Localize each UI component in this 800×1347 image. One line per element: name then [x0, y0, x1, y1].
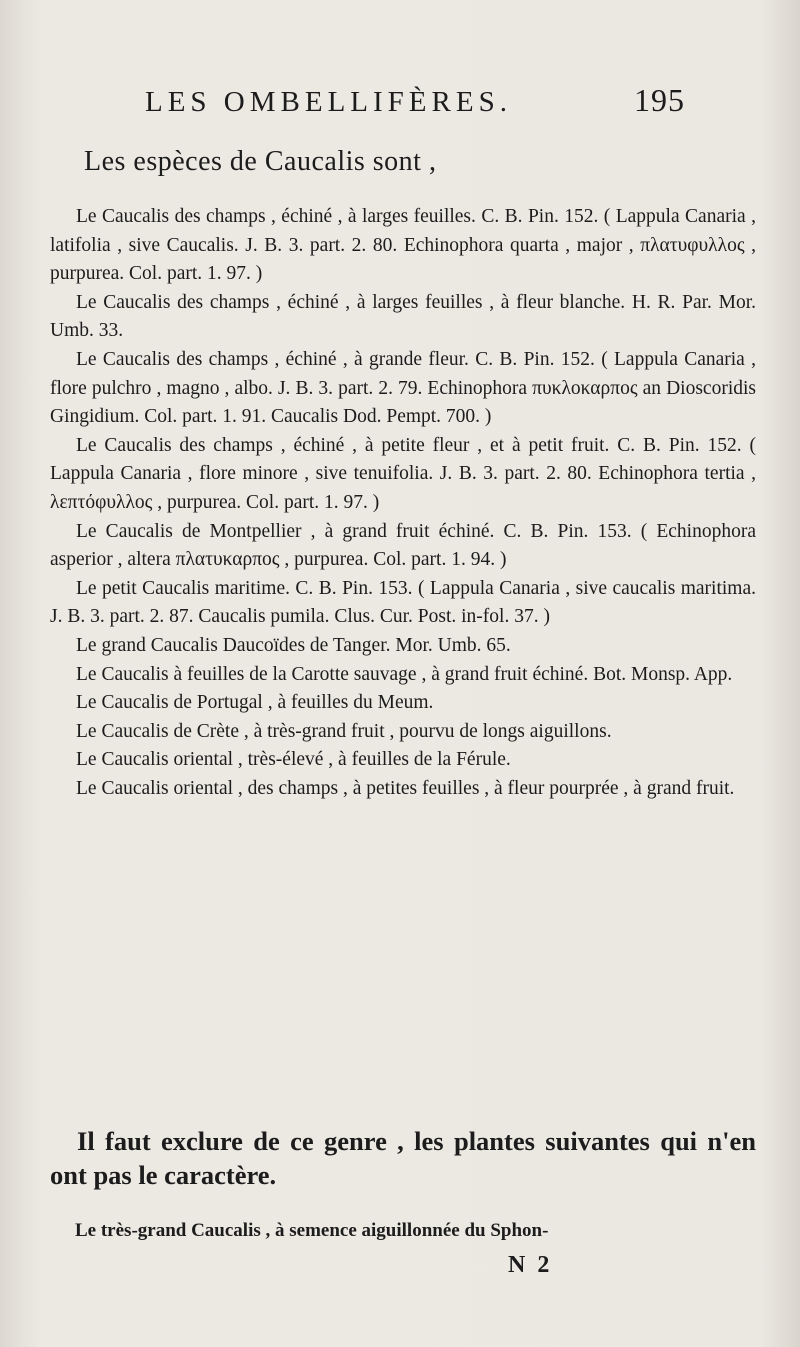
species-entry: Le Caucalis de Crète , à très-grand fruit , pourvu de longs aiguillons.	[76, 720, 612, 742]
species-entry: Le Caucalis oriental , des champs , à petites feuilles , à fleur pourprée , à grand fruit.	[76, 777, 735, 799]
species-entry: Le Caucalis de Portugal , à feuilles du Meum.	[76, 692, 434, 714]
section-heading: Les espèces de Caucalis sont ,	[84, 146, 437, 177]
species-entry: Le Caucalis des champs , échiné , à petite fleur , et à petit fruit. C. B. Pin. 152. ( Lappula Canaria , flore minore , sive tenuifolia. J. B. 3. part. 2. 80. Echinophora tertia , λεπτόφυλλος , purpurea. Col. part. 1. 97. )	[50, 434, 756, 513]
page-header	[145, 82, 685, 119]
species-entry: Le Caucalis de Montpellier , à grand fruit échiné. C. B. Pin. 153. ( Echinophora asperior , altera πλατυκαρπος , purpurea. Col. part. 1. 94. )	[50, 520, 756, 571]
species-entry: Le Caucalis oriental , très-élevé , à feuilles de la Férule.	[76, 749, 511, 771]
species-entry: Le Caucalis des champs , échiné , à larges feuilles. C. B. Pin. 152. ( Lappula Canaria , latifolia , sive Caucalis. J. B. 3. part. 2. 80. Echinophora quarta , major , πλατυφυλλος , purpurea. Col. part. 1. 97. )	[50, 206, 756, 285]
species-list	[50, 203, 756, 803]
exclusion-heading: Il faut exclure de ce genre , les plantes suivantes qui n'en ont pas le caractère.	[50, 1126, 756, 1190]
species-entry: Le grand Caucalis Daucoïdes de Tanger. Mor. Umb. 65.	[76, 634, 511, 656]
species-entry: Le Caucalis à feuilles de la Carotte sauvage , à grand fruit échiné. Bot. Monsp. App.	[76, 663, 733, 685]
signature-mark: N 2	[508, 1252, 553, 1278]
species-entry: Le petit Caucalis maritime. C. B. Pin. 153. ( Lappula Canaria , sive caucalis maritima. J. B. 3. part. 2. 87. Caucalis pumila. Clus. Cur. Post. in-fol. 37. )	[50, 577, 756, 628]
page-number: 195	[634, 82, 685, 118]
continued-entry: Le très-grand Caucalis , à semence aiguillonnée du Sphon-	[75, 1220, 549, 1241]
running-title: LES OMBELLIFÈRES.	[145, 86, 512, 118]
species-entry: Le Caucalis des champs , échiné , à larges feuilles , à fleur blanche. H. R. Par. Mor. Umb. 33.	[50, 291, 756, 342]
species-entry: Le Caucalis des champs , échiné , à grande fleur. C. B. Pin. 152. ( Lappula Canaria , flore pulchro , magno , albo. J. B. 3. part. 2. 79. Echinophora πυκλοκαρπος an Dioscoridis Gingidium. Col. part. 1. 91. Caucalis Dod. Pempt. 700. )	[50, 348, 756, 428]
